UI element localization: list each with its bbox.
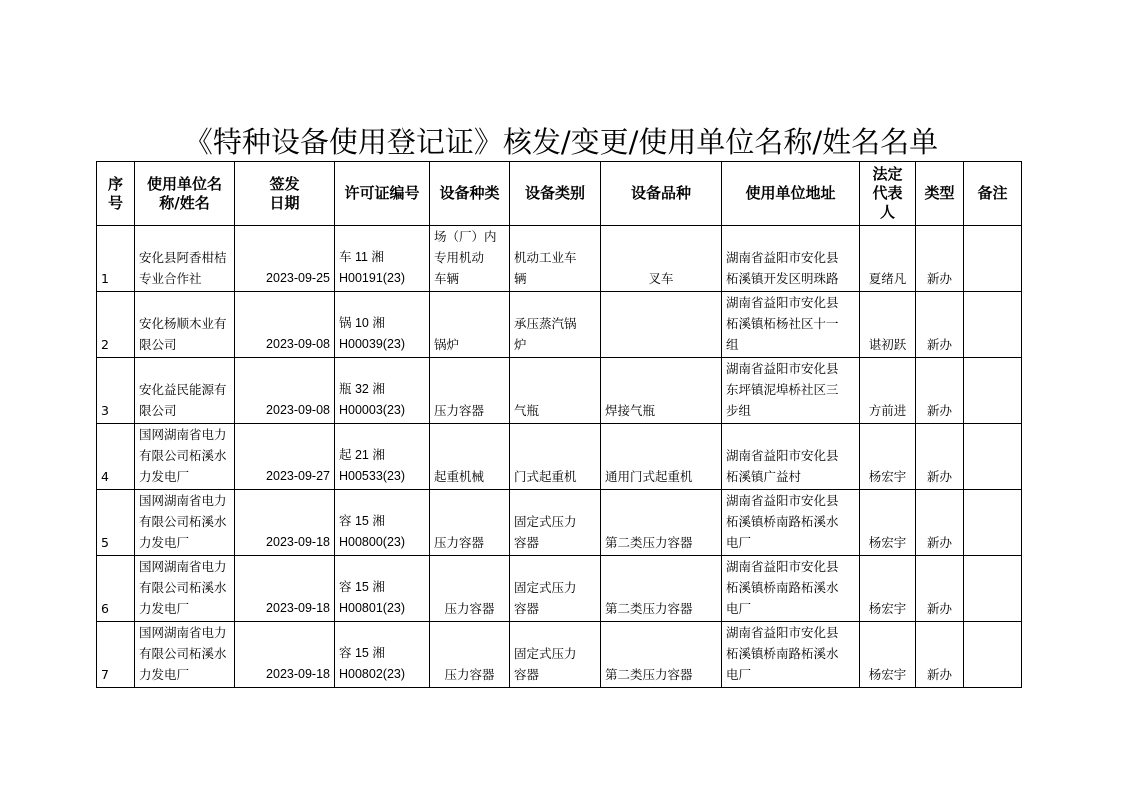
cell-index: 1	[97, 226, 135, 292]
header-unit-name: 使用单位名 称/姓名	[135, 162, 235, 226]
registration-table	[96, 161, 1022, 688]
cell-type: 新办	[916, 490, 964, 556]
cell-unit-address: 湖南省益阳市安化县 柘溪镇桥南路柘溪水 电厂	[722, 622, 860, 688]
cell-unit-name: 国网湖南省电力 有限公司柘溪水 力发电厂	[135, 490, 235, 556]
header-equipment-variety: 设备品种	[601, 162, 722, 226]
cell-type: 新办	[916, 424, 964, 490]
cell-unit-name: 国网湖南省电力 有限公司柘溪水 力发电厂	[135, 622, 235, 688]
table-row	[97, 490, 1022, 556]
cell-unit-address: 湖南省益阳市安化县 东坪镇泥埠桥社区三 步组	[722, 358, 860, 424]
cell-issue-date: 2023-09-18	[235, 490, 335, 556]
cell-equipment-category: 机动工业车 辆	[510, 226, 601, 292]
cell-license-number: 容 15 湘 H00802(23)	[335, 622, 430, 688]
table-row	[97, 424, 1022, 490]
cell-legal-representative: 方前进	[860, 358, 916, 424]
table-row	[97, 292, 1022, 358]
cell-unit-address: 湖南省益阳市安化县 柘溪镇柘杨社区十一 组	[722, 292, 860, 358]
cell-legal-representative: 夏绪凡	[860, 226, 916, 292]
cell-unit-address: 湖南省益阳市安化县 柘溪镇开发区明珠路	[722, 226, 860, 292]
cell-unit-name: 国网湖南省电力 有限公司柘溪水 力发电厂	[135, 556, 235, 622]
table-row	[97, 358, 1022, 424]
cell-license-number: 容 15 湘 H00801(23)	[335, 556, 430, 622]
header-legal-representative: 法定 代表 人	[860, 162, 916, 226]
cell-equipment-kind: 压力容器	[430, 490, 510, 556]
cell-equipment-variety	[601, 292, 722, 358]
cell-note	[964, 226, 1022, 292]
cell-issue-date: 2023-09-27	[235, 424, 335, 490]
cell-index: 2	[97, 292, 135, 358]
table-row	[97, 556, 1022, 622]
cell-unit-name: 安化杨顺木业有 限公司	[135, 292, 235, 358]
cell-type: 新办	[916, 226, 964, 292]
cell-unit-address: 湖南省益阳市安化县 柘溪镇广益村	[722, 424, 860, 490]
cell-equipment-variety: 第二类压力容器	[601, 556, 722, 622]
header-unit-address: 使用单位地址	[722, 162, 860, 226]
cell-note	[964, 424, 1022, 490]
cell-equipment-kind: 锅炉	[430, 292, 510, 358]
cell-equipment-category: 固定式压力 容器	[510, 490, 601, 556]
header-note: 备注	[964, 162, 1022, 226]
cell-equipment-variety: 第二类压力容器	[601, 490, 722, 556]
header-issue-date: 签发 日期	[235, 162, 335, 226]
header-index: 序 号	[97, 162, 135, 226]
cell-issue-date: 2023-09-18	[235, 622, 335, 688]
cell-unit-name: 安化益民能源有 限公司	[135, 358, 235, 424]
header-type: 类型	[916, 162, 964, 226]
cell-equipment-variety: 第二类压力容器	[601, 622, 722, 688]
cell-index: 4	[97, 424, 135, 490]
cell-equipment-variety: 焊接气瓶	[601, 358, 722, 424]
cell-type: 新办	[916, 556, 964, 622]
table-row	[97, 622, 1022, 688]
table-header	[97, 162, 1022, 226]
cell-legal-representative: 杨宏宇	[860, 622, 916, 688]
cell-legal-representative: 杨宏宇	[860, 424, 916, 490]
cell-issue-date: 2023-09-08	[235, 358, 335, 424]
cell-equipment-variety: 叉车	[601, 226, 722, 292]
cell-unit-address: 湖南省益阳市安化县 柘溪镇桥南路柘溪水 电厂	[722, 556, 860, 622]
cell-issue-date: 2023-09-18	[235, 556, 335, 622]
cell-note	[964, 556, 1022, 622]
cell-equipment-category: 气瓶	[510, 358, 601, 424]
cell-note	[964, 358, 1022, 424]
cell-equipment-category: 固定式压力 容器	[510, 622, 601, 688]
cell-equipment-kind: 场（厂）内 专用机动 车辆	[430, 226, 510, 292]
cell-note	[964, 622, 1022, 688]
cell-index: 7	[97, 622, 135, 688]
cell-type: 新办	[916, 292, 964, 358]
cell-type: 新办	[916, 358, 964, 424]
cell-index: 3	[97, 358, 135, 424]
cell-unit-name: 安化县阿香柑桔 专业合作社	[135, 226, 235, 292]
cell-issue-date: 2023-09-25	[235, 226, 335, 292]
cell-license-number: 起 21 湘 H00533(23)	[335, 424, 430, 490]
cell-legal-representative: 杨宏宇	[860, 490, 916, 556]
header-row	[97, 162, 1022, 226]
cell-equipment-kind: 起重机械	[430, 424, 510, 490]
cell-equipment-kind: 压力容器	[430, 358, 510, 424]
cell-unit-name: 国网湖南省电力 有限公司柘溪水 力发电厂	[135, 424, 235, 490]
cell-legal-representative: 谌初跃	[860, 292, 916, 358]
cell-legal-representative: 杨宏宇	[860, 556, 916, 622]
table-row	[97, 226, 1022, 292]
header-equipment-kind: 设备种类	[430, 162, 510, 226]
cell-license-number: 瓶 32 湘 H00003(23)	[335, 358, 430, 424]
cell-equipment-variety: 通用门式起重机	[601, 424, 722, 490]
cell-note	[964, 292, 1022, 358]
cell-index: 6	[97, 556, 135, 622]
cell-license-number: 车 11 湘 H00191(23)	[335, 226, 430, 292]
cell-equipment-category: 门式起重机	[510, 424, 601, 490]
cell-equipment-category: 承压蒸汽锅 炉	[510, 292, 601, 358]
cell-index: 5	[97, 490, 135, 556]
cell-type: 新办	[916, 622, 964, 688]
cell-license-number: 锅 10 湘 H00039(23)	[335, 292, 430, 358]
cell-equipment-category: 固定式压力 容器	[510, 556, 601, 622]
cell-license-number: 容 15 湘 H00800(23)	[335, 490, 430, 556]
cell-unit-address: 湖南省益阳市安化县 柘溪镇桥南路柘溪水 电厂	[722, 490, 860, 556]
table-body	[97, 226, 1022, 688]
header-license-number: 许可证编号	[335, 162, 430, 226]
cell-equipment-kind: 压力容器	[430, 622, 510, 688]
cell-note	[964, 490, 1022, 556]
cell-issue-date: 2023-09-08	[235, 292, 335, 358]
cell-equipment-kind: 压力容器	[430, 556, 510, 622]
header-equipment-category: 设备类别	[510, 162, 601, 226]
document-title: 《特种设备使用登记证》核发/变更/使用单位名称/姓名名单	[183, 125, 939, 159]
